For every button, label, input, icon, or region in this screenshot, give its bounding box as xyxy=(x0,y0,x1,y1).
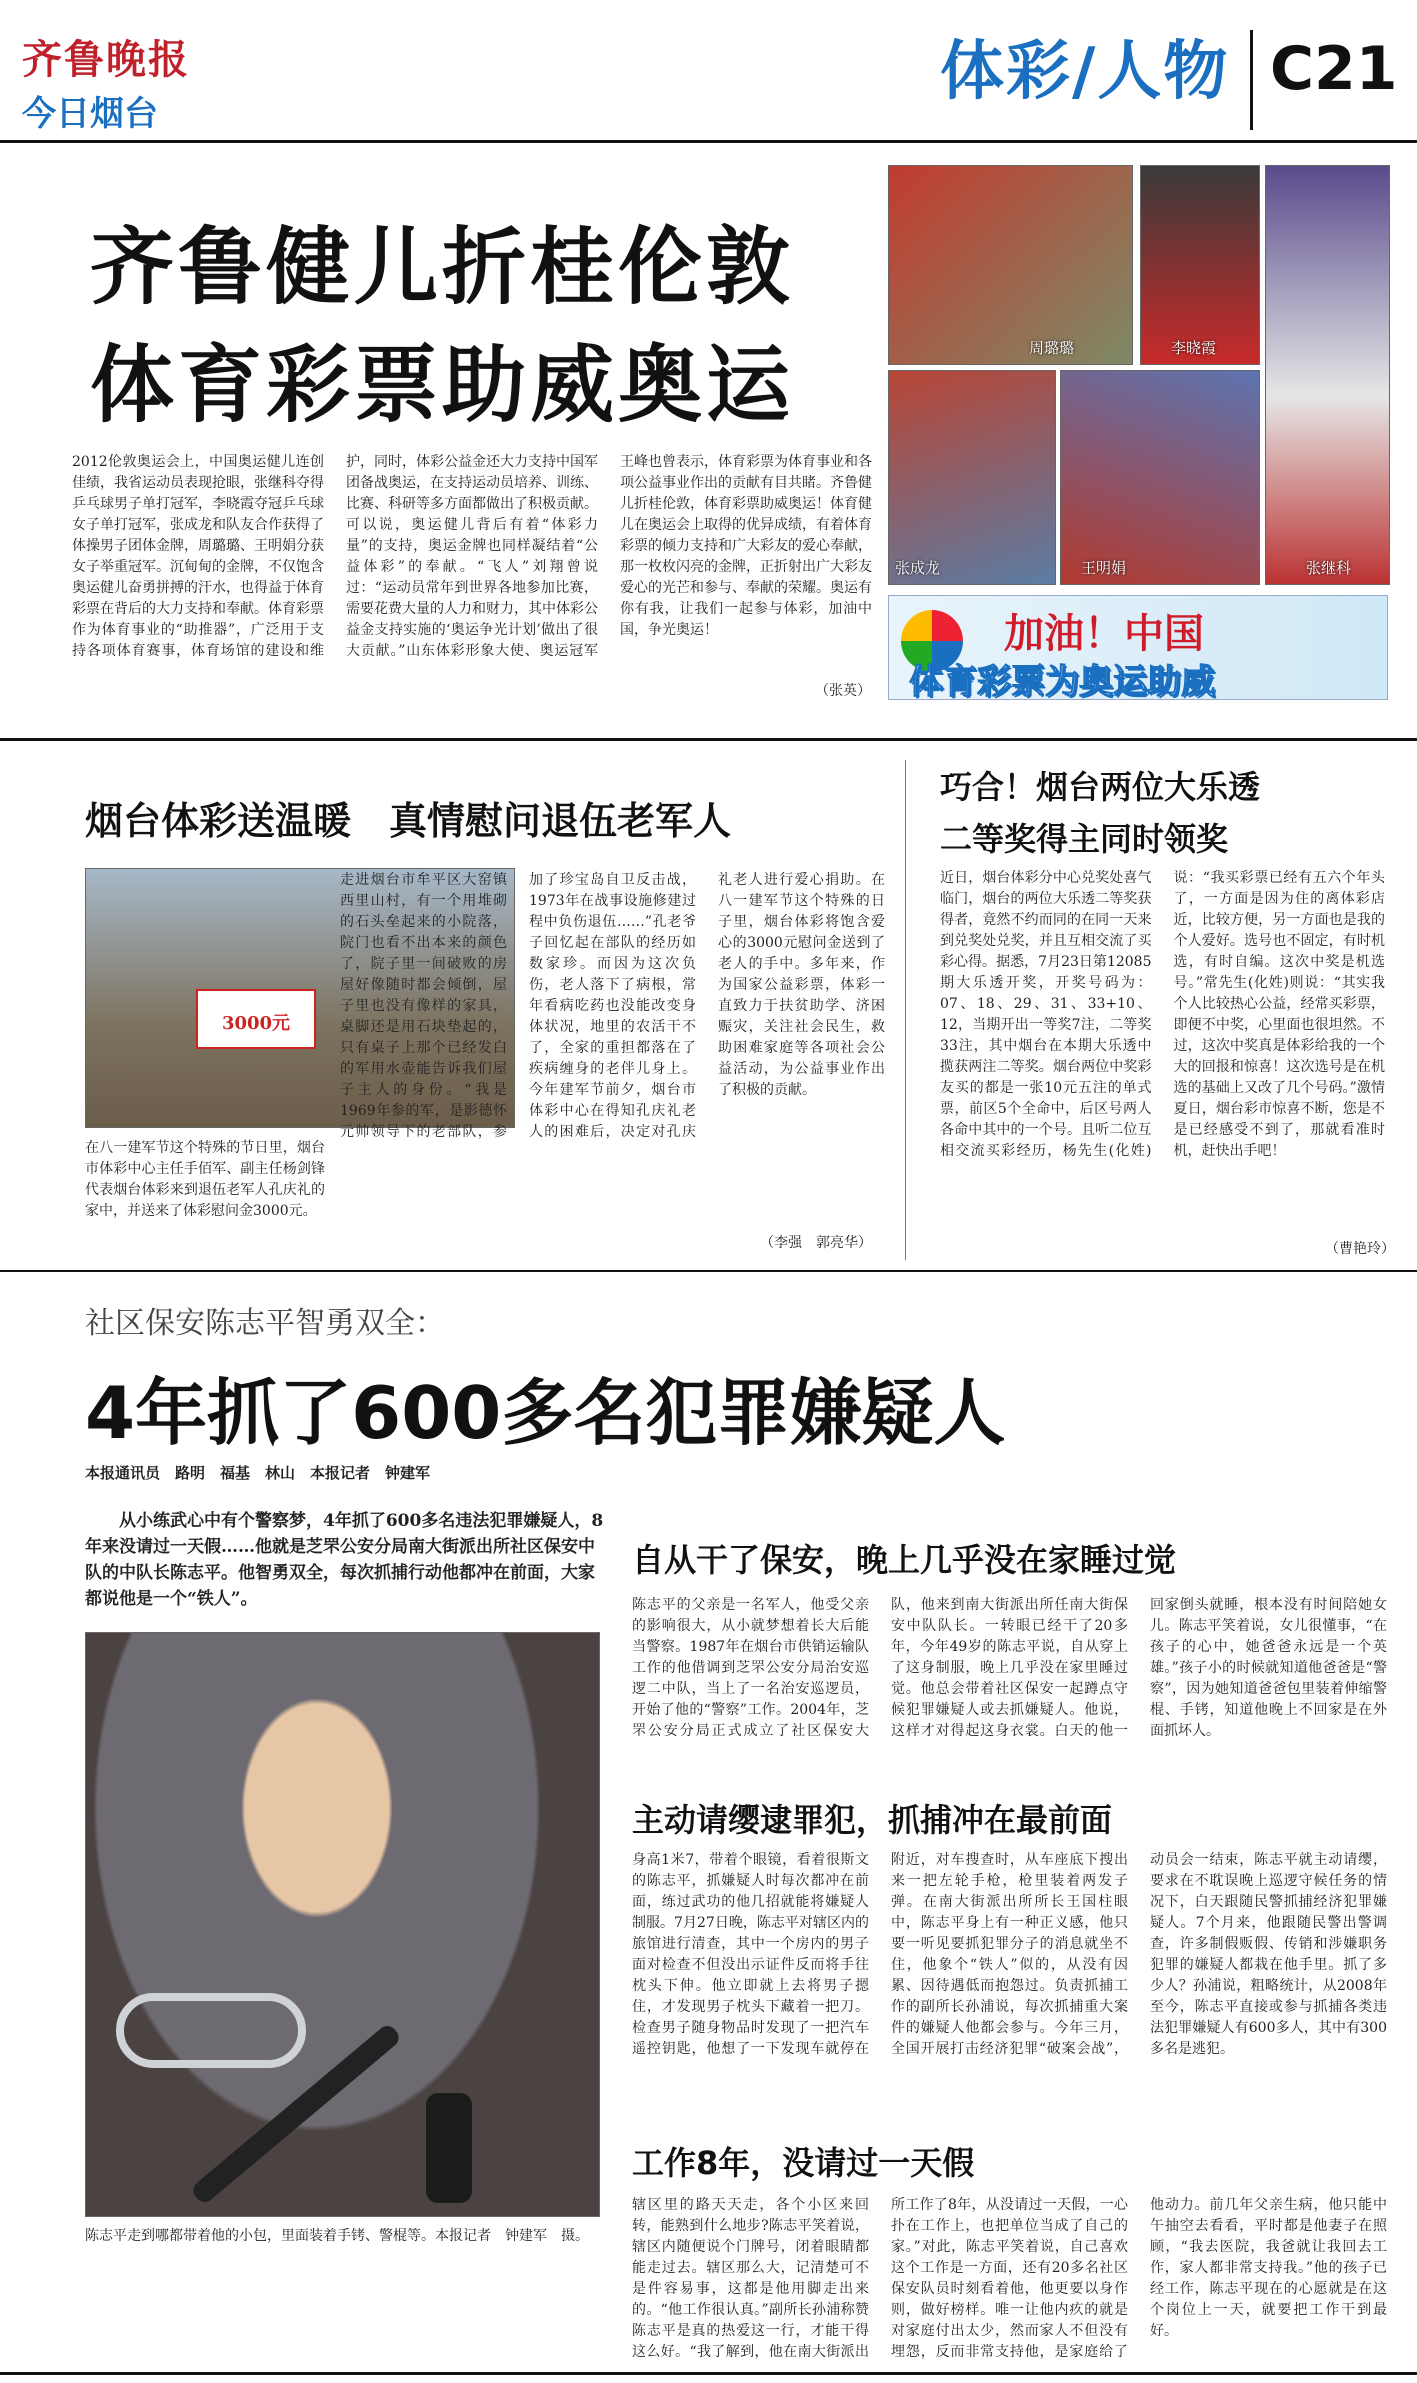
banner-line2: 体育彩票为奥运助威 xyxy=(909,662,1215,702)
photo-zhangJike: 张继科 xyxy=(1265,165,1390,585)
story1-body: 2012伦敦奥运会上，中国奥运健儿连创佳绩，我省运动员表现抢眼，张继科夺得乒乓球男子单打冠军，李晓霞夺冠乒乓球女子单打冠军，张成龙和队友合作获得了体操男子团体金牌，周璐璐、王明娟分获女子举重冠军。沉甸甸的金牌，不仅饱含奥运健儿奋勇拼搏的汗水，也得益于体育彩票在背后的大力支持和奉献。体育彩票作为体育事业的“助推器”，广泛用于支持各项体育赛事，体育场馆的建设和维护，同时，体彩公益金还大力支持中国军团备战奥运，在支持运动员培养、训练、比赛、科研等多方面都做出了积极贡献。可以说，奥运健儿背后有着“体彩力量”的支持，奥运金牌也同样凝结着“公益体彩”的奉献。“飞人”刘翔曾说过：“运动员常年到世界各地参加比赛，需要花费大量的人力和财力，其中体彩公益金支持实施的‘奥运争光计划’做出了很大贡献。”山东体彩形象大使、奥运冠军王峰也曾表示，体育彩票为体育事业和各项公益事业作出的贡献有目共睹。齐鲁健儿折桂伦敦，体育彩票助威奥运！体育健儿在奥运会上取得的优异成绩，有着体育彩票的倾力支持和广大彩友的爱心奉献，那一枚枚闪亮的金牌，正折射出广大彩友爱心的光芒和参与、奉献的荣耀。奥运有你有我，让我们一起参与体彩，加油中国，争光奥运！ xyxy=(72,454,872,659)
story4-subhead-2: 主动请缨逮罪犯，抓捕冲在最前面 xyxy=(632,1801,1113,1839)
story4-subhead-1: 自从干了保安，晚上几乎没在家睡过觉 xyxy=(632,1541,1177,1579)
story4-subhead-3: 工作8年，没请过一天假 xyxy=(632,2144,975,2182)
handcuffs-icon xyxy=(116,1993,306,2068)
photo-liXiaoxia: 李晓霞 xyxy=(1140,165,1260,365)
newspaper-logo: 齐鲁晚报 xyxy=(22,37,190,83)
story1-byline: （张英） xyxy=(815,683,871,699)
story3-headline-2: 二等奖得主同时领奖 xyxy=(940,820,1229,858)
headline-1: 齐鲁健儿折桂伦敦 xyxy=(90,218,795,316)
story4-sub1-body: 陈志平的父亲是一名军人，他受父亲的影响很大，从小就梦想着长大后能当警察。1987年在烟台市供销运输队工作的他借调到芝罘公安分局治安巡逻二中队，当上了一名治安巡逻员，开始了他的“警察”工作。2004年，芝罘公安分局正式成立了社区保安大队，他来到南大街派出所任南大街保安中队队长。一转眼已经干了20多年，今年49岁的陈志平说，自从穿上了这身制服，晚上几乎没在家里睡过觉。他总会带着社区保安一起蹲点守候犯罪嫌疑人或去抓嫌疑人。他说，这样才对得起这身衣裳。白天的他一回家倒头就睡，根本没有时间陪她女儿。陈志平笑着说，女儿很懂事，“在孩子的心中，她爸爸永远是一个英雄。”孩子小的时候就知道他爸爸是“警察”，因为她知道爸爸包里装着伸缩警棍、手铐，知道他晚上不回家是在外面抓坏人。 xyxy=(632,1597,1387,1739)
photo-wangMingjuan: 王明娟 xyxy=(1060,370,1260,585)
story2-byline: （李强 郭亮华） xyxy=(760,1235,872,1251)
section-title: 体彩/人物 xyxy=(940,35,1230,109)
story4-sub2-body: 身高1米7，带着个眼镜，看着很斯文的陈志平，抓嫌疑人时每次都冲在前面，练过武功的他几招就能将嫌疑人制服。7月27日晚，陈志平对辖区内的旅馆进行清查，其中一个房内的男子面对检查不但没出示证件反而将手往枕头下伸。他立即就上去将男子摁住，才发现男子枕头下藏着一把刀。检查男子随身物品时发现了一把汽车遥控钥匙，他想了一下发现车就停在附近，对车搜查时，从车座底下搜出来一把左轮手枪，枪里装着两发子弹。在南大街派出所所长王国柱眼中，陈志平身上有一种正义感，他只要一听见要抓犯罪分子的消息就坐不住，他象个“铁人”似的，从没有因累、因待遇低而抱怨过。负责抓捕工作的副所长孙浦说，每次抓捕重大案件的嫌疑人他都会参与。今年三月，全国开展打击经济犯罪“破案会战”，动员会一结束，陈志平就主动请缨，要求在不耽误晚上巡逻守候任务的情况下，白天跟随民警抓捕经济犯罪嫌疑人。7个月来，他跟随民警出警调查，许多制假贩假、传销和涉嫌职务犯罪的嫌疑人都栽在他手里。抓了多少人？孙浦说，粗略统计，从2008年至今，陈志平直接或参与抓捕各类违法犯罪嫌疑人有600多人，其中有300多名是逃犯。 xyxy=(632,1852,1387,2057)
bottom-rule xyxy=(0,2372,1417,2375)
story4-byline: 本报通讯员 路明 福基 林山 本报记者 钟建军 xyxy=(85,1464,431,1482)
headline-2: 体育彩票助威奥运 xyxy=(90,336,795,434)
story4-photo-caption: 陈志平走到哪都带着他的小包，里面装着手铐、警棍等。本报记者 钟建军 摄。 xyxy=(85,2228,589,2244)
story4-headline: 4年抓了600多名犯罪嫌疑人 xyxy=(85,1371,1006,1455)
flashlight-icon xyxy=(426,2093,472,2203)
story4-photo xyxy=(85,1632,600,2217)
banner-line1: 加油！中国 xyxy=(1004,611,1204,657)
top-rule xyxy=(0,140,1417,143)
story4-sub3-body: 辖区里的路天天走，各个小区来回转，能熟到什么地步?陈志平笑着说，辖区内随便说个门牌号，闭着眼睛都能走过去。辖区那么大，记清楚可不是件容易事，这都是他用脚走出来的。“他工作很认真。”副所长孙浦称赞陈志平是真的热爱这一行，才能干得这么好。“我了解到，他在南大街派出所工作了8年，从没请过一天假，一心扑在工作上，也把单位当成了自己的家。”对此，陈志平笑着说，自己喜欢这个工作是一方面，还有20多名社区保安队员时刻看着他，他更要以身作则，做好榜样。唯一让他内疚的就是对家庭付出太少，然而家人不但没有埋怨，反而非常支持他，是家庭给了他动力。前几年父亲生病，他只能中午抽空去看看，平时都是他妻子在照顾，“我去医院，我爸就让我回去工作，家人都非常支持我。”他的孩子已经工作，陈志平现在的心愿就是在这个岗位上一天，就要把工作干到最好。 xyxy=(632,2197,1387,2360)
story2-caption-text: 在八一建军节这个特殊的节日里，烟台市体彩中心主任手佰军、副主任杨剑锋代表烟台体彩来到退伍老军人孔庆礼的家中，并送来了体彩慰问金3000元。 xyxy=(85,1140,325,1219)
edition-label: 今日烟台 xyxy=(22,94,158,134)
story2-body: 走进烟台市牟平区大窑镇西里山村，有一个用堆砌的石头垒起来的小院落，院门也看不出本来的颜色了，院子里一间破败的房屋好像随时都会倾倒，屋子里也没有像样的家具，桌脚还是用石块垫起的，只有桌子上那个已经发白的军用水壶能告诉我们屋子主人的身份。“我是1969年参的军，是影德怀元帅领导下的老部队，参加了珍宝岛自卫反击战，1973年在战事设施修建过程中负伤退伍……”孔老爷子回忆起在部队的经历如数家珍。而因为这次负伤，老人落下了病根，常年看病吃药也没能改变身体状况，地里的农活干不了，全家的重担都落在了疾病缠身的老伴儿身上。今年建军节前夕，烟台市体彩中心在得知孔庆礼老人的困难后，决定对孔庆礼老人进行爱心捐助。在八一建军节这个特殊的日子里，烟台体彩将饱含爱心的3000元慰问金送到了老人的手中。多年来，作为国家公益彩票，体彩一直致力于扶贫助学、济困赈灾，关注社会民生，救助困难家庭等各项社会公益活动，为公益事业作出了积极的贡献。 xyxy=(340,872,885,1140)
photo-zhouLulu: 周璐璐 xyxy=(888,165,1133,365)
donation-sign: 3000元 xyxy=(196,989,316,1049)
story4-kicker: 社区保安陈志平智勇双全： xyxy=(85,1306,445,1341)
lottery-banner xyxy=(888,595,1388,700)
story2-headline: 烟台体彩送温暖 真情慰问退伍老军人 xyxy=(85,799,732,843)
photo-zhangChenglong: 张成龙 xyxy=(888,370,1056,585)
story3-body: 近日，烟台体彩分中心兑奖处喜气临门，烟台的两位大乐透二等奖获得者，竟然不约而同的在同一天来到兑奖处兑奖，并且互相交流了买彩心得。据悉，7月23日第12085期大乐透开奖，开奖号码为：07、18、29、31、33+10、12，当期开出一等奖7注，二等奖33注，其中烟台在本期大乐透中揽获两注二等奖。烟台两位中奖彩友买的都是一张10元五注的单式票，前区5个全命中，后区号两人各命中其中的一个号。且听二位互相交流买彩经历，杨先生(化姓)说：“我买彩票已经有五六个年头了，一方面是因为住的离体彩店近，比较方便，另一方面也是我的个人爱好。选号也不固定，有时机选，有时自编。这次中奖是机选号。”常先生(化姓)则说：“其实我个人比较热心公益，经常买彩票，即便不中奖，心里面也很坦然。不过，这次中奖真是体彩给我的一个大的回报和惊喜！这次选号是在机选的基础上又改了几个号码。”激情夏日，烟台彩市惊喜不断，您是不是已经感受不到了，那就看准时机，赶快出手吧！ xyxy=(940,870,1385,1159)
page-number: C21 xyxy=(1270,34,1398,104)
divider xyxy=(1250,30,1253,130)
story4-lead: 从小练武心中有个警察梦，4年抓了600多名违法犯罪嫌疑人，8年来没请过一天假……他就是芝罘公安分局南大街派出所社区保安中队的中队长陈志平。他智勇双全，每次抓捕行动他都冲在前面，大家都说他是一个“铁人”。 xyxy=(85,1511,604,1609)
story3-byline: （曹艳玲） xyxy=(1325,1241,1395,1257)
section-rule-2 xyxy=(0,1270,1417,1272)
section-rule xyxy=(0,738,1417,741)
story3-headline-1: 巧合！烟台两位大乐透 xyxy=(940,768,1261,806)
column-divider xyxy=(905,760,906,1260)
